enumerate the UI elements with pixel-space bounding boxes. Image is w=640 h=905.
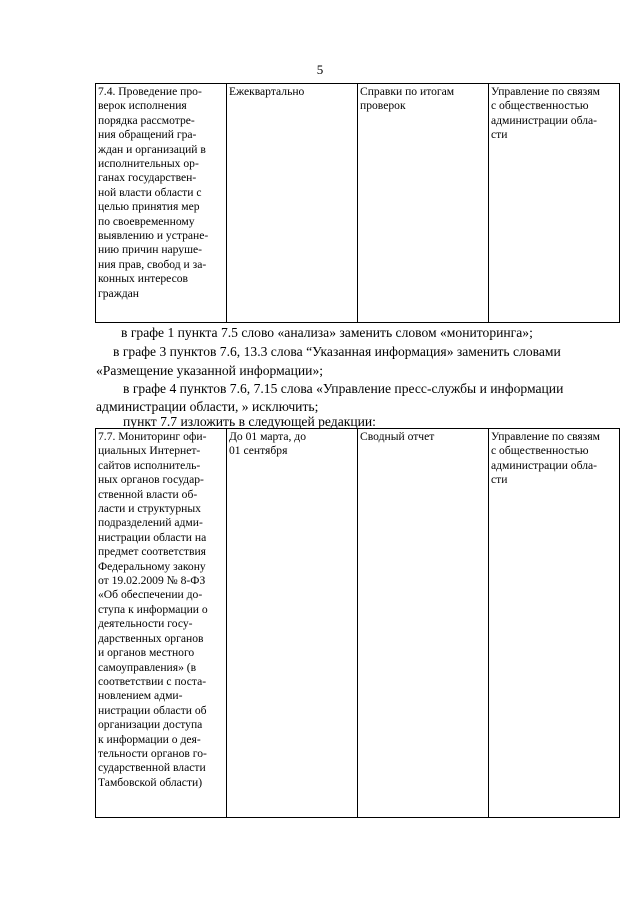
- cell-line: конных интересов: [98, 272, 189, 286]
- plan-table-item-7-7: [95, 428, 620, 818]
- cell-line: Управление по связям: [491, 85, 600, 98]
- cell-line: ственной власти об-: [98, 487, 198, 501]
- cell-report-form: [358, 429, 489, 818]
- cell-line: нистрации области об: [98, 703, 207, 717]
- cell-line: ния обращений гра-: [98, 128, 197, 142]
- cell-line: от 19.02.2009 № 8-ФЗ: [98, 574, 206, 588]
- cell-line: соответствии с поста-: [98, 674, 207, 688]
- cell-line: проверок: [360, 99, 406, 113]
- cell-line: Управление по связям: [491, 430, 600, 443]
- cell-activity: [96, 84, 227, 323]
- cell-line: граждан: [98, 286, 139, 300]
- cell-deadline: [227, 84, 358, 323]
- cell-line: выявлению и устране-: [98, 229, 209, 243]
- cell-line: нистрации области на: [98, 530, 207, 544]
- cell-responsible: [489, 84, 620, 323]
- cell-report-form: [358, 84, 489, 323]
- cell-line: сти: [491, 473, 508, 487]
- cell-line: тельности органов го-: [98, 746, 207, 760]
- cell-line: верок исполнения: [98, 99, 187, 113]
- instruction-line-4: в графе 4 пунктов 7.6, 7.15 слова «Управление пресс-службы и информации: [123, 381, 564, 396]
- cell-line: Сводный отчет: [360, 430, 435, 443]
- cell-line: дарственных органов: [98, 631, 204, 645]
- cell-line: предмет соответствия: [98, 545, 206, 559]
- cell-line: ных органов государ-: [98, 473, 204, 487]
- cell-line: ступа к информации о: [98, 602, 208, 616]
- cell-line: 7.7. Мониторинг офи-: [98, 430, 207, 443]
- cell-line: Ежеквартально: [229, 85, 305, 98]
- cell-line: новлением адми-: [98, 689, 183, 703]
- page-number: 5: [316, 62, 324, 77]
- cell-line: ганах государствен-: [98, 171, 197, 185]
- cell-activity: [96, 429, 227, 818]
- cell-line: сайтов исполнитель-: [98, 458, 201, 472]
- cell-line: 01 сентября: [229, 444, 288, 458]
- instruction-line-6: пункт 7.7 изложить в следующей редакции:: [123, 414, 376, 429]
- cell-line: До 01 марта, до: [229, 430, 306, 443]
- cell-line: самоуправления» (в: [98, 660, 197, 674]
- cell-line: и органов местного: [98, 646, 195, 660]
- cell-line: деятельности госу-: [98, 617, 193, 631]
- cell-line: ной власти области с: [98, 185, 202, 199]
- cell-line: с общественностью: [491, 444, 589, 458]
- cell-line: ласти и структурных: [98, 502, 201, 516]
- plan-table-item-7-4: [95, 83, 620, 323]
- instruction-line-5: администрации области, » исключить;: [96, 399, 319, 414]
- cell-line: исполнительных ор-: [98, 157, 199, 171]
- cell-line: Справки по итогам: [360, 85, 455, 98]
- cell-line: нию причин наруше-: [98, 243, 203, 257]
- cell-line: сти: [491, 128, 508, 142]
- cell-line: по своевременному: [98, 214, 195, 228]
- cell-line: порядка рассмотре-: [98, 113, 195, 127]
- cell-line: с общественностью: [491, 99, 589, 113]
- cell-responsible: [489, 429, 620, 818]
- instruction-line-2: в графе 3 пунктов 7.6, 13.3 слова “Указанная информация» заменить словами: [113, 344, 561, 359]
- cell-line: Федеральному закону: [98, 559, 206, 573]
- cell-line: сударственной власти: [98, 761, 206, 775]
- instruction-line-1: в графе 1 пункта 7.5 слово «анализа» заменить словом «мониторинга»;: [121, 325, 533, 340]
- cell-line: подразделений адми-: [98, 516, 203, 530]
- cell-line: ния прав, свобод и за-: [98, 257, 207, 271]
- cell-deadline: [227, 429, 358, 818]
- cell-line: циальных Интернет-: [98, 444, 201, 458]
- table-row: [96, 84, 620, 323]
- cell-line: целью принятия мер: [98, 200, 200, 214]
- cell-line: ждан и организаций в: [98, 142, 206, 156]
- cell-line: Тамбовской области): [98, 775, 203, 789]
- cell-line: к информации о дея-: [98, 732, 201, 746]
- cell-line: организации доступа: [98, 718, 203, 732]
- instruction-line-3: «Размещение указанной информации»;: [96, 363, 324, 378]
- cell-line: «Об обеспечении до-: [98, 588, 203, 602]
- cell-line: администрации обла-: [491, 458, 598, 472]
- cell-line: администрации обла-: [491, 113, 598, 127]
- cell-line: 7.4. Проведение про-: [98, 85, 202, 98]
- table-row: [96, 429, 620, 818]
